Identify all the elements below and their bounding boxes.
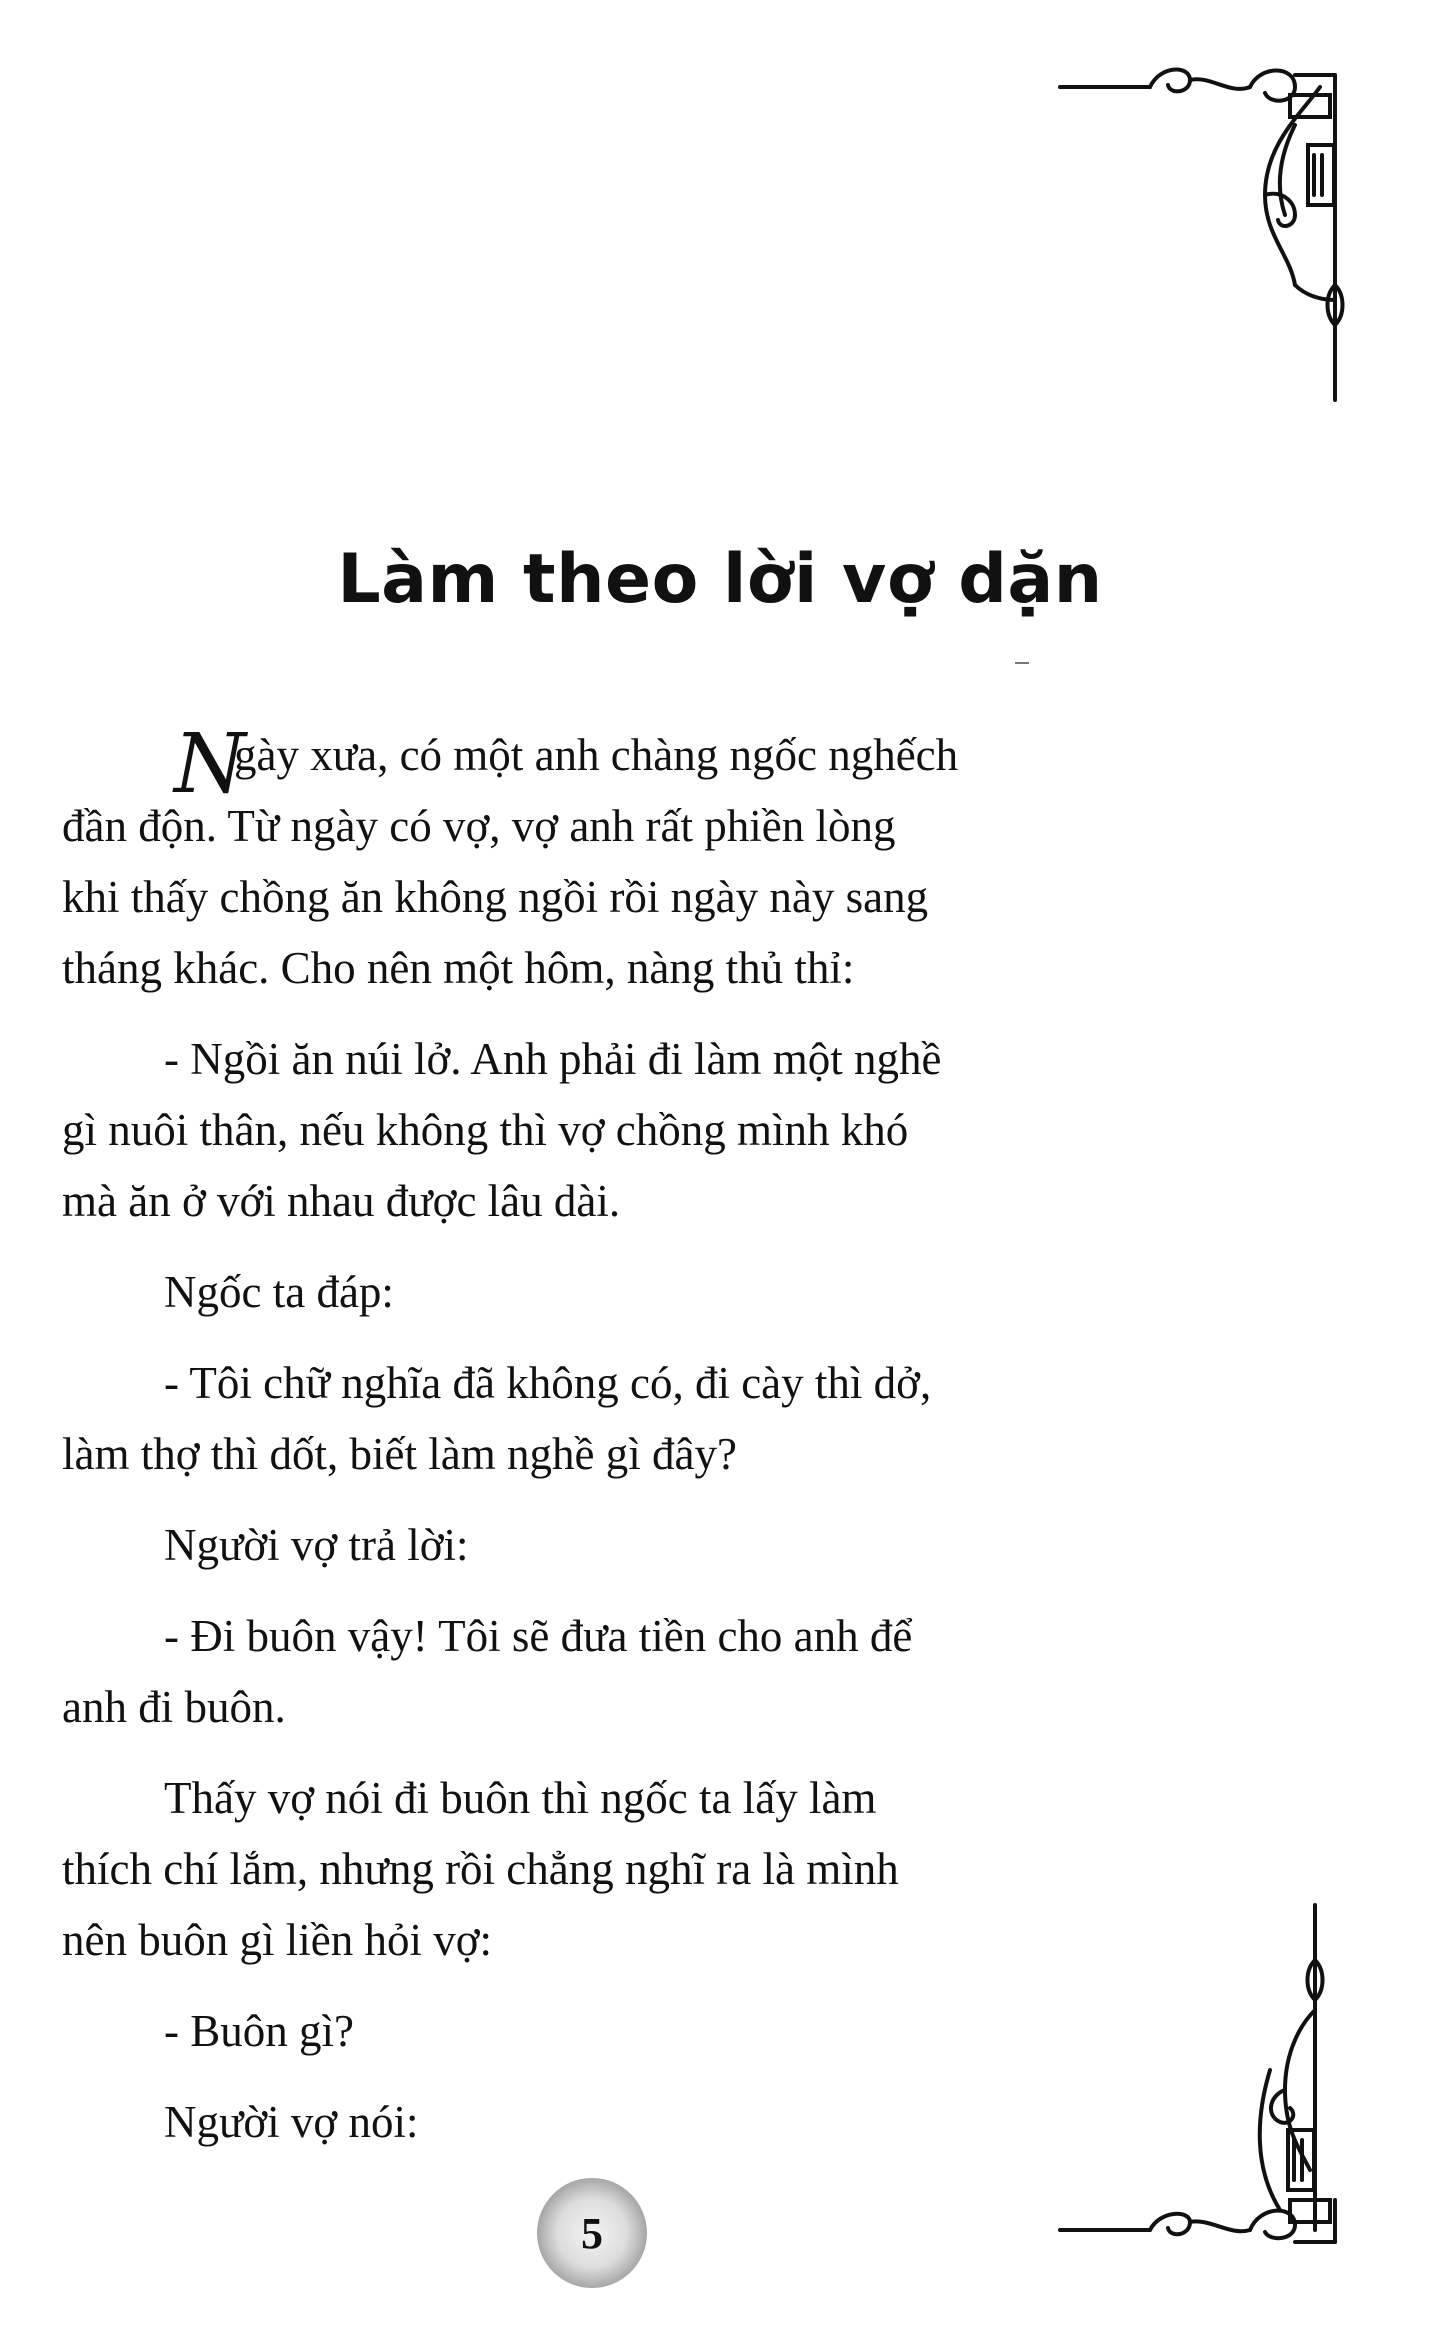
text-line: tháng khác. Cho nên một hôm, nàng thủ thỉ: [62, 943, 855, 993]
corner-ornament-bottom-right-icon [1050, 1900, 1350, 2270]
text-line: thích chí lắm, nhưng rồi chẳng nghĩ ra là mình [62, 1844, 899, 1894]
stray-mark [1015, 662, 1029, 664]
text-line: gày xưa, có một anh chàng ngốc nghếch [234, 730, 959, 780]
paragraph-4 [62, 1348, 1152, 1490]
text-line: - Đi buôn vậy! Tôi sẽ đưa tiền cho anh để [164, 1611, 913, 1661]
paragraph-3 [62, 1257, 1152, 1328]
paragraph-9 [62, 2087, 1152, 2158]
corner-ornament-top-right-icon [1050, 55, 1350, 405]
paragraph-2 [62, 1024, 1152, 1237]
text-line: đần độn. Từ ngày có vợ, vợ anh rất phiền lòng [62, 801, 896, 851]
text-line: Người vợ nói: [164, 2097, 419, 2147]
paragraph-5 [62, 1510, 1152, 1581]
story-body [62, 717, 1152, 2178]
paragraph-7 [62, 1763, 1152, 1976]
text-line: gì nuôi thân, nếu không thì vợ chồng mình khó [62, 1105, 909, 1155]
page-number: 5 [581, 2208, 603, 2258]
paragraph-6 [62, 1601, 1152, 1743]
text-line: Ngốc ta đáp: [164, 1267, 394, 1317]
text-line: nên buôn gì liền hỏi vợ: [62, 1915, 493, 1965]
text-line: anh đi buôn. [62, 1682, 286, 1732]
page-number-badge [537, 2178, 647, 2288]
drop-cap: N [174, 717, 246, 812]
chapter-title: Làm theo lời vợ dặn [337, 540, 1103, 619]
text-line: - Ngồi ăn núi lở. Anh phải đi làm một nghề [164, 1034, 942, 1084]
paragraph-1 [62, 717, 1152, 1004]
text-line: mà ăn ở với nhau được lâu dài. [62, 1176, 621, 1226]
paragraph-8 [62, 1996, 1152, 2067]
text-line: làm thợ thì dốt, biết làm nghề gì đây? [62, 1429, 737, 1479]
text-line: Người vợ trả lời: [164, 1520, 469, 1570]
text-line: Thấy vợ nói đi buôn thì ngốc ta lấy làm [164, 1773, 877, 1823]
text-line: - Tôi chữ nghĩa đã không có, đi cày thì dở, [164, 1358, 932, 1408]
text-line: - Buôn gì? [164, 2006, 354, 2056]
text-line: khi thấy chồng ăn không ngồi rồi ngày này sang [62, 872, 929, 922]
